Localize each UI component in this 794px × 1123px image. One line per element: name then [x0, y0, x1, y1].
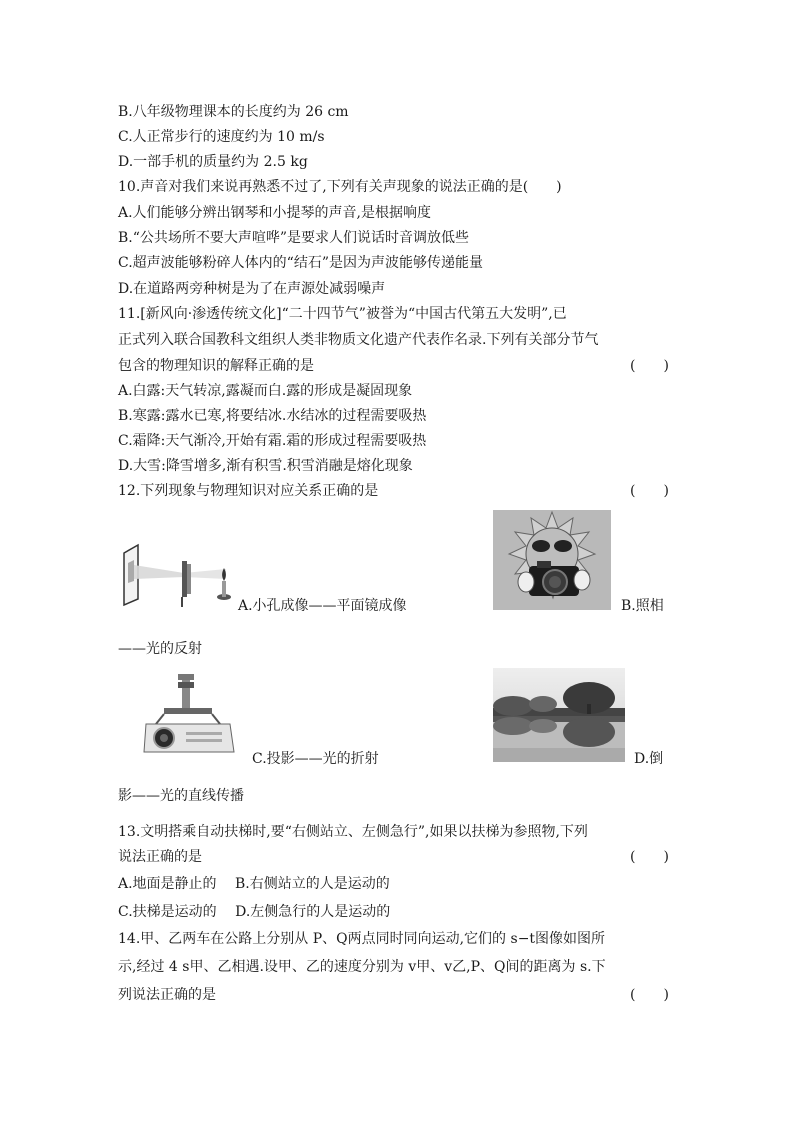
q12-option-c-label: C.投影——光的折射 — [252, 751, 379, 767]
sun-camera-figure — [493, 510, 611, 610]
q11-option-c: C.霜降:天气渐冷,开始有霜.霜的形成过程需要吸热 — [118, 433, 427, 449]
q11-answer-paren: ( ) — [630, 358, 669, 374]
q13-answer-paren: ( ) — [630, 849, 669, 865]
q9-option-d: D.一部手机的质量约为 2.5 kg — [118, 154, 308, 170]
q10-option-d: D.在道路两旁种树是为了在声源处减弱噪声 — [118, 281, 386, 297]
q14-stem-line1: 14.甲、乙两车在公路上分别从 P、Q两点同时同向运动,它们的 s−t图像如图所 — [118, 931, 606, 947]
q9-option-b: B.八年级物理课本的长度约为 26 cm — [118, 104, 349, 120]
q12-option-b-label: B.照相 — [621, 598, 664, 614]
q11-stem-line2: 正式列入联合国教科文组织人类非物质文化遗产代表作名录.下列有关部分节气 — [118, 332, 599, 348]
q11-stem-line3: 包含的物理知识的解释正确的是 — [118, 358, 314, 374]
q11-option-d: D.大雪:降雪增多,渐有积雪.积雪消融是熔化现象 — [118, 458, 413, 474]
q12-option-a-label: A.小孔成像——平面镜成像 — [238, 598, 407, 614]
q14-stem-line3: 列说法正确的是 — [118, 987, 216, 1003]
q10-option-a: A.人们能够分辨出钢琴和小提琴的声音,是根据响度 — [118, 205, 432, 221]
q12-option-b-continuation: ——光的反射 — [118, 641, 202, 657]
q12-option-d-label: D.倒 — [634, 751, 664, 767]
q13-stem-line1: 13.文明搭乘自动扶梯时,要“右侧站立、左侧急行”,如果以扶梯为参照物,下列 — [118, 824, 588, 840]
q12-option-d-continuation: 影——光的直线传播 — [118, 788, 244, 804]
q13-options-ab: A.地面是静止的 B.右侧站立的人是运动的 — [118, 876, 390, 892]
q11-stem-line1: 11.[新风向·渗透传统文化]“二十四节气”被誉为“中国古代第五大发明”,已 — [118, 306, 567, 322]
q13-options-cd: C.扶梯是运动的 D.左侧急行的人是运动的 — [118, 904, 391, 920]
q9-option-c: C.人正常步行的速度约为 10 m/s — [118, 129, 325, 145]
q10-option-b: B.“公共场所不要大声喧哗”是要求人们说话时音调放低些 — [118, 230, 470, 246]
q14-stem-line2: 示,经过 4 s甲、乙相遇.设甲、乙的速度分别为 v甲、v乙,P、Q间的距离为 s.下 — [118, 959, 606, 975]
pinhole-figure — [118, 535, 236, 610]
q11-option-b: B.寒露:露水已寒,将要结冰.水结冰的过程需要吸热 — [118, 408, 427, 424]
q12-stem: 12.下列现象与物理知识对应关系正确的是 — [118, 483, 379, 499]
q12-answer-paren: ( ) — [630, 483, 669, 499]
reflection-figure — [493, 668, 625, 762]
q13-stem-line2: 说法正确的是 — [118, 849, 202, 865]
q10-stem: 10.声音对我们来说再熟悉不过了,下列有关声现象的说法正确的是( ) — [118, 179, 562, 195]
q14-answer-paren: ( ) — [630, 987, 669, 1003]
q10-option-c: C.超声波能够粉碎人体内的“结石”是因为声波能够传递能量 — [118, 255, 483, 271]
projector-figure — [140, 672, 236, 762]
q11-option-a: A.白露:天气转凉,露凝而白.露的形成是凝固现象 — [118, 383, 413, 399]
